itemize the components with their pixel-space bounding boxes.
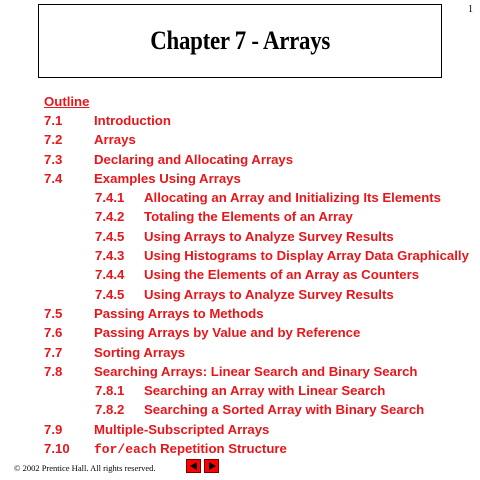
outline-item-number: 7.10: [44, 441, 70, 457]
outline-subitem[interactable]: [44, 381, 474, 400]
outline-item-number: 7.4: [44, 170, 63, 186]
outline-subitem[interactable]: [44, 400, 474, 419]
triangle-right-icon: [208, 462, 216, 470]
next-slide-button[interactable]: [204, 459, 219, 473]
outline-item-text: Examples Using Arrays: [94, 170, 241, 186]
outline-item-text: [94, 439, 287, 458]
outline: [44, 92, 474, 458]
outline-item-number: 7.1: [44, 113, 63, 128]
outline-item-number: 7.2: [44, 132, 63, 148]
outline-item-text: Using Arrays to Analyze Survey Results: [144, 228, 394, 244]
outline-subitem[interactable]: [44, 265, 474, 284]
title-box: [38, 4, 442, 78]
outline-item[interactable]: [44, 323, 474, 342]
outline-subitem[interactable]: [44, 207, 474, 226]
outline-item-text: Multiple-Subscripted Arrays: [94, 421, 270, 437]
outline-subitem[interactable]: [44, 285, 474, 304]
outline-item[interactable]: [44, 130, 474, 149]
outline-item-number: 7.5: [44, 305, 63, 321]
outline-item-text: Using Histograms to Display Array Data Graphically: [144, 248, 469, 264]
outline-list: [44, 111, 474, 458]
outline-item-text: Using the Elements of an Array as Counters: [144, 267, 420, 283]
outline-item-number: 7.8.1: [95, 383, 125, 399]
outline-item-number: 7.8.2: [95, 402, 125, 418]
outline-item-text: Searching a Sorted Array with Binary Search: [144, 402, 425, 418]
outline-item[interactable]: [44, 362, 474, 381]
outline-item[interactable]: [44, 420, 474, 439]
outline-item-label: Repetition Structure: [156, 441, 287, 457]
outline-item-number: 7.8: [44, 363, 63, 379]
outline-subitem[interactable]: [44, 188, 474, 207]
triangle-left-icon: [190, 462, 198, 470]
outline-item-text: Allocating an Array and Initializing Its Elements: [144, 190, 442, 206]
outline-item[interactable]: [44, 169, 474, 188]
outline-item-text: Sorting Arrays: [94, 344, 186, 360]
slide-title: Chapter 7 - Arrays: [150, 26, 330, 55]
outline-item-text: Declaring and Allocating Arrays: [94, 151, 294, 167]
outline-item-code: for/each: [94, 442, 157, 458]
outline-item[interactable]: [44, 343, 474, 362]
outline-item[interactable]: [44, 150, 474, 169]
outline-item[interactable]: [44, 439, 474, 458]
copyright-footer: © 2002 Prentice Hall. All rights reserved.: [14, 463, 156, 473]
outline-subitem[interactable]: [44, 227, 474, 246]
outline-item-text: Using Arrays to Analyze Survey Results: [144, 286, 394, 302]
outline-item-number: 7.4.3: [95, 248, 125, 264]
outline-item-number: 7.4.1: [95, 190, 125, 206]
outline-item-number: 7.4.5: [95, 228, 125, 244]
outline-item-number: 7.3: [44, 151, 63, 167]
outline-subitem[interactable]: [44, 246, 474, 265]
slide-number: 1: [468, 4, 473, 15]
outline-item-number: 7.4.4: [95, 267, 125, 283]
previous-slide-button[interactable]: [186, 459, 201, 473]
outline-item-text: Searching Arrays: Linear Search and Binary Search: [94, 363, 418, 379]
outline-item-text: Searching an Array with Linear Search: [144, 383, 386, 399]
outline-item-text: Arrays: [94, 132, 136, 148]
outline-item-number: 7.9: [44, 421, 63, 437]
outline-item-number: 7.4.5: [95, 286, 125, 302]
outline-item-number: 7.7: [44, 344, 63, 360]
outline-item-number: 7.4.2: [95, 209, 125, 225]
outline-item-text: Totaling the Elements of an Array: [144, 209, 353, 225]
outline-item[interactable]: [44, 111, 474, 130]
outline-item[interactable]: [44, 304, 474, 323]
outline-item-text: Passing Arrays to Methods: [94, 305, 264, 321]
outline-heading: Outline: [44, 94, 90, 109]
outline-item-text: Introduction: [94, 113, 171, 128]
outline-item-number: 7.6: [44, 325, 63, 341]
outline-item-text: Passing Arrays by Value and by Reference: [94, 325, 361, 341]
